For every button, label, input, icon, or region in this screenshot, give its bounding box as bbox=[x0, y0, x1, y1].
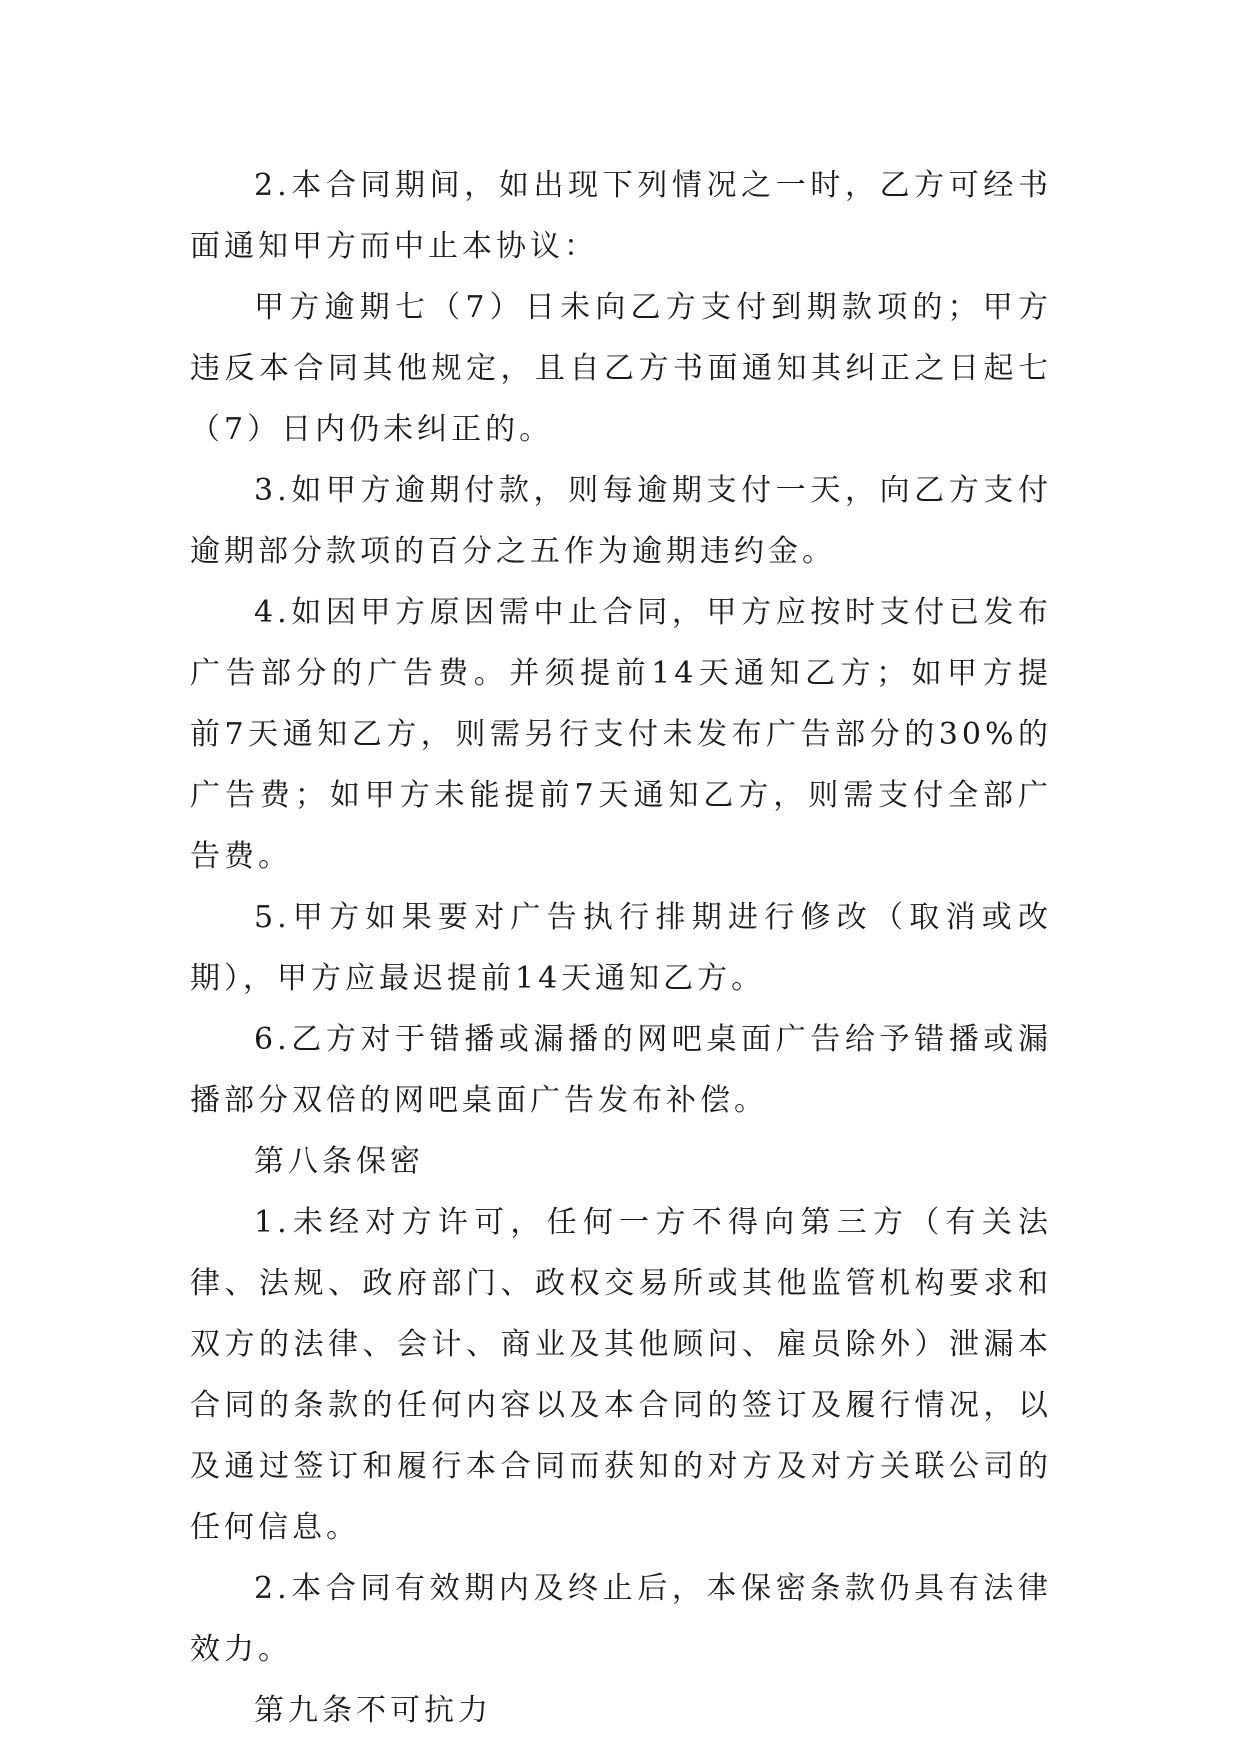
paragraph-compensation: 6.乙方对于错播或漏播的网吧桌面广告给予错播或漏播部分双倍的网吧桌面广告发布补偿。 bbox=[190, 1022, 1052, 1118]
paragraph-termination-conditions: 甲方逾期七（7）日未向乙方支付到期款项的；甲方违反本合同其他规定，且自乙方书面通知其纠正之日起七（7）日内仍未纠正的。 bbox=[190, 290, 1052, 447]
article-9-heading: 第九条不可抗力 bbox=[254, 1693, 492, 1728]
article-8-heading: 第八条保密 bbox=[254, 1144, 424, 1179]
document-body bbox=[190, 155, 1052, 1741]
paragraph-suspension: 4.如因甲方原因需中止合同，甲方应按时支付已发布广告部分的广告费。并须提前14天通知乙方；如甲方提前7天通知乙方，则需另行支付未发布广告部分的30%的广告费；如甲方未能提前7天通知乙方，则需支付全部广告费。 bbox=[190, 595, 1052, 874]
paragraph-confidentiality-validity: 2.本合同有效期内及终止后，本保密条款仍具有法律效力。 bbox=[190, 1571, 1052, 1667]
paragraph-confidentiality: 1.未经对方许可，任何一方不得向第三方（有关法律、法规、政府部门、政权交易所或其他监管机构要求和双方的法律、会计、商业及其他顾问、雇员除外）泄漏本合同的条款的任何内容以及本合同的签订及履行情况，以及通过签订和履行本合同而获知的对方及对方关联公司的任何信息。 bbox=[190, 1205, 1052, 1545]
paragraph-late-payment: 3.如甲方逾期付款，则每逾期支付一天，向乙方支付逾期部分款项的百分之五作为逾期违约金。 bbox=[190, 473, 1052, 569]
paragraph-termination-clause: 2.本合同期间，如出现下列情况之一时，乙方可经书面通知甲方而中止本协议： bbox=[190, 168, 1052, 264]
paragraph-schedule-change: 5.甲方如果要对广告执行排期进行修改（取消或改期），甲方应最迟提前14天通知乙方。 bbox=[190, 900, 1052, 996]
